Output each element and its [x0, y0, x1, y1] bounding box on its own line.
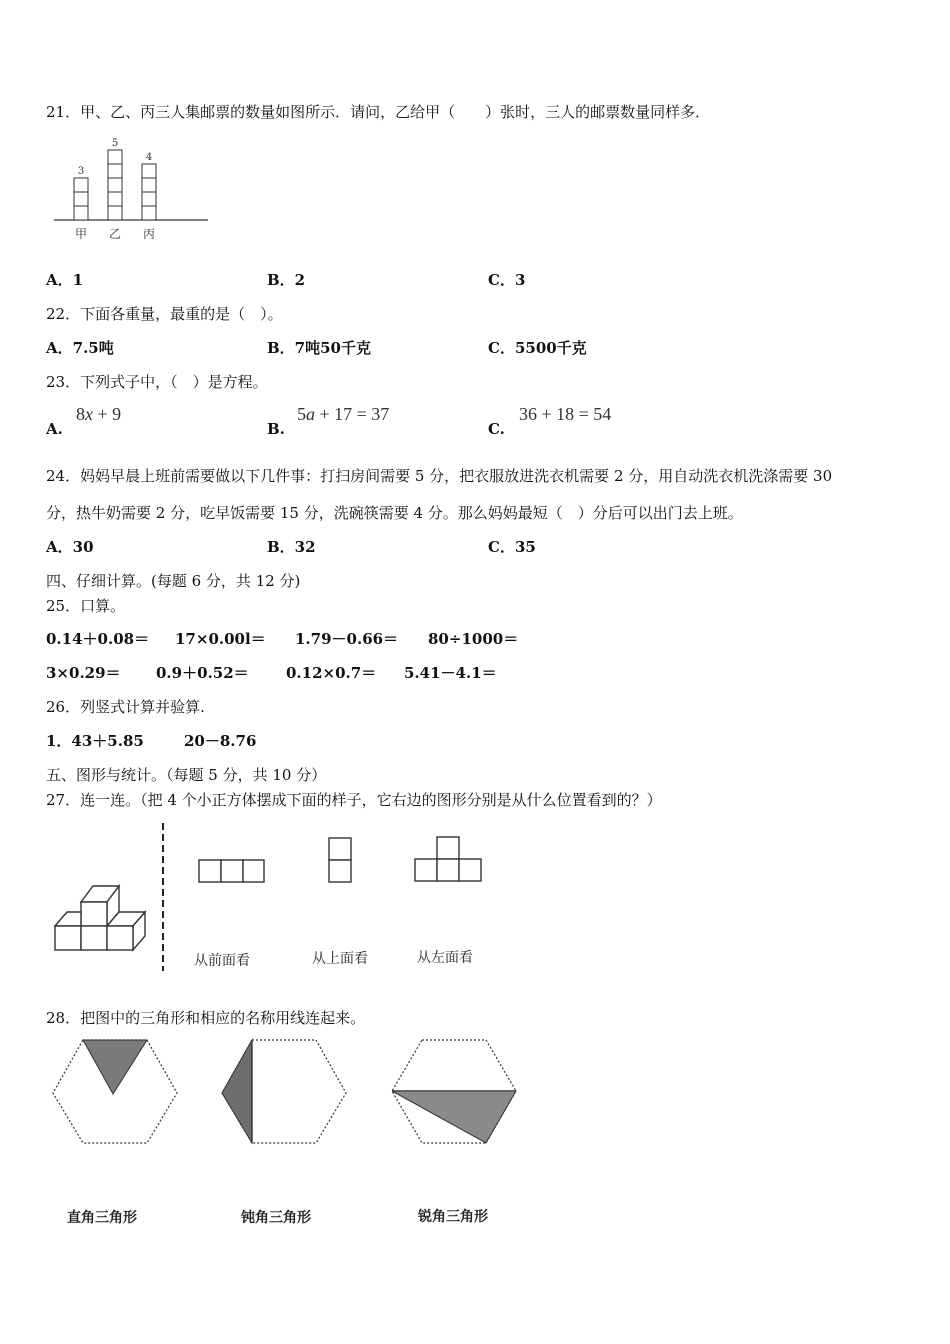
bar-cell-乙 — [108, 164, 122, 178]
q26-title: 26．列竖式计算并验算. — [46, 698, 205, 716]
q24-option-b[interactable]: B．32 — [267, 538, 316, 556]
q25-item: 5.41－4.1＝ — [404, 664, 497, 682]
bar-value-label: 3 — [77, 166, 85, 177]
front-view-figure — [197, 858, 267, 884]
bar-cell-丙 — [142, 192, 156, 206]
q25-item: 0.12×0.7＝ — [286, 664, 377, 682]
bar-category-label: 丙 — [142, 227, 156, 241]
q21-option-b[interactable]: B．2 — [267, 271, 306, 289]
q24-line1: 24．妈妈早晨上班前需要做以下几件事：打扫房间需要 5 分，把衣服放进洗衣机需要 2 分，用自动洗衣机洗涤需要 30 — [46, 467, 833, 485]
q23-label-c[interactable]: C. — [488, 420, 505, 438]
bar-cell-乙 — [108, 150, 122, 164]
hexagon-figure-1 — [50, 1036, 180, 1146]
q24-option-c[interactable]: C．35 — [488, 538, 536, 556]
q25-item: 80÷1000＝ — [428, 630, 519, 648]
q23-expr-a: 8x + 9 — [76, 404, 122, 424]
q22-option-a[interactable]: A．7.5吨 — [46, 339, 114, 357]
bar-cell-乙 — [108, 178, 122, 192]
bar-cell-乙 — [108, 206, 122, 220]
q25-item: 0.14＋0.08＝ — [46, 630, 150, 648]
name-acute-triangle[interactable]: 锐角三角形 — [418, 1209, 488, 1225]
q23-text: 23．下列式子中，（ ）是方程。 — [46, 373, 268, 391]
caption-top-view[interactable]: 从上面看 — [312, 951, 368, 967]
cube-stack-figure — [50, 880, 150, 955]
q22-option-c[interactable]: C．5500千克 — [488, 339, 587, 357]
bar-value-label: 5 — [111, 138, 119, 149]
section-4-heading: 四、仔细计算。(每题 6 分，共 12 分) — [46, 572, 301, 590]
bar-cell-甲 — [74, 206, 88, 220]
q25-item: 3×0.29＝ — [46, 664, 121, 682]
q24-option-a[interactable]: A．30 — [46, 538, 94, 556]
caption-front-view[interactable]: 从前面看 — [194, 953, 250, 969]
q22-option-b[interactable]: B．7吨50千克 — [267, 339, 371, 357]
q21-option-a[interactable]: A．1 — [46, 271, 84, 289]
section-5-heading: 五、图形与统计。（每题 5 分，共 10 分） — [46, 766, 327, 784]
q23-label-b[interactable]: B. — [267, 420, 285, 438]
q26-item: 1．43＋5.85 — [46, 732, 144, 750]
q23-expr-c: 36 + 18 = 54 — [519, 404, 612, 424]
bar-cell-丙 — [142, 164, 156, 178]
q24-line2: 分，热牛奶需要 2 分，吃早饭需要 15 分，洗碗筷需要 4 分。那么妈妈最短（ ）分后可以出门去上班。 — [46, 504, 743, 522]
bar-cell-乙 — [108, 192, 122, 206]
name-obtuse-triangle[interactable]: 钝角三角形 — [241, 1210, 311, 1226]
q27-text: 27．连一连。（把 4 个小正方体摆成下面的样子，它右边的图形分别是从什么位置看到的？） — [46, 791, 662, 809]
name-right-triangle[interactable]: 直角三角形 — [67, 1210, 137, 1226]
q23-label-a[interactable]: A. — [46, 420, 63, 438]
q23-expr-b: 5a + 17 = 37 — [297, 404, 390, 424]
bar-category-label: 乙 — [108, 227, 122, 241]
q25-item: 17×0.00l＝ — [175, 630, 266, 648]
q25-item: 0.9＋0.52＝ — [156, 664, 249, 682]
bar-cell-甲 — [74, 178, 88, 192]
top-view-figure — [327, 836, 355, 884]
q21-text: 21．甲、乙、丙三人集邮票的数量如图所示．请问，乙给甲（ ）张时，三人的邮票数量同样多． — [46, 103, 711, 121]
q28-text: 28．把图中的三角形和相应的名称用线连起来。 — [46, 1009, 366, 1027]
q25-item: 1.79－0.66＝ — [295, 630, 399, 648]
hexagon-figure-2 — [219, 1036, 349, 1146]
bar-category-label: 甲 — [74, 227, 88, 241]
bar-cell-丙 — [142, 178, 156, 192]
bar-value-label: 4 — [145, 152, 153, 163]
dashed-divider — [158, 823, 168, 971]
q26-item: 20－8.76 — [184, 732, 257, 750]
caption-left-view[interactable]: 从左面看 — [417, 950, 473, 966]
bar-cell-丙 — [142, 206, 156, 220]
hexagon-figure-3 — [389, 1036, 519, 1146]
bar-cell-甲 — [74, 192, 88, 206]
q21-stamp-chart — [50, 130, 220, 245]
q21-option-c[interactable]: C．3 — [488, 271, 526, 289]
q25-title: 25．口算。 — [46, 597, 126, 615]
left-view-figure — [413, 835, 485, 885]
q22-text: 22．下面各重量，最重的是（ ）。 — [46, 305, 283, 323]
